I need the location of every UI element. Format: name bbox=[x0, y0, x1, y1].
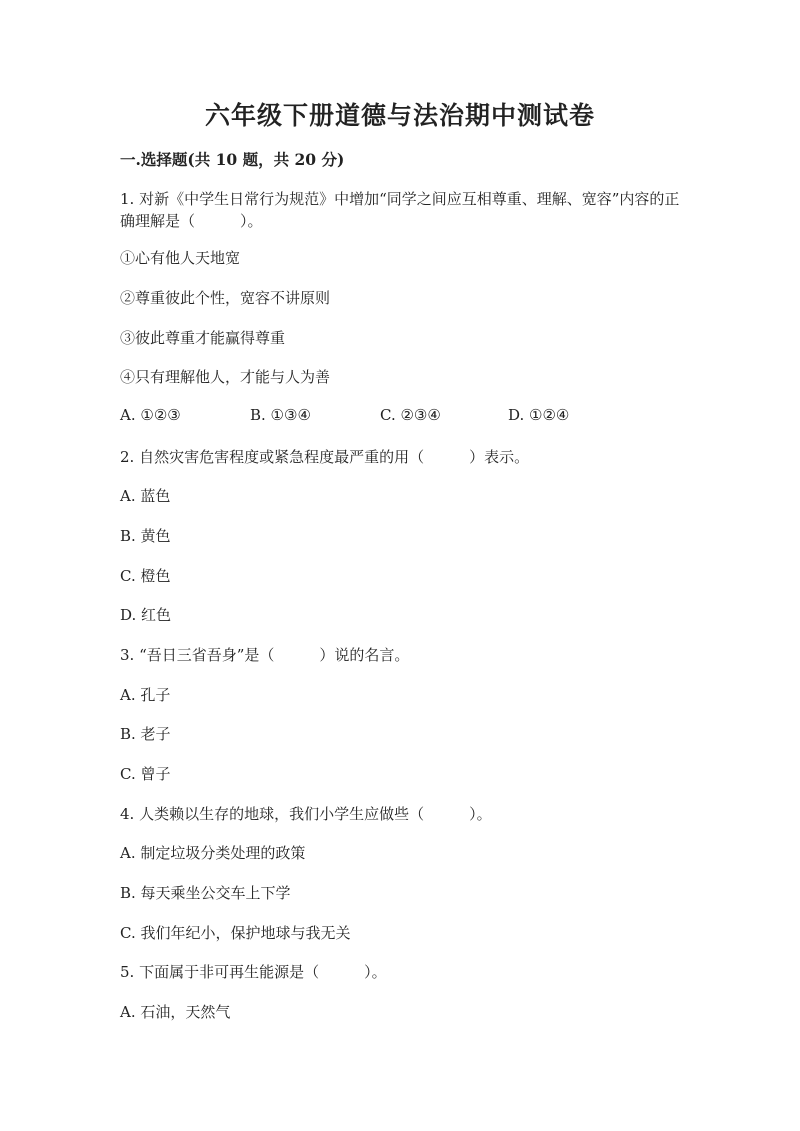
question-2-option-c: C. 橙色 bbox=[120, 567, 171, 585]
section-heading: 一.选择题(共 10 题，共 20 分) bbox=[120, 150, 345, 169]
question-3-option-a: A. 孔子 bbox=[120, 686, 171, 704]
question-1-options bbox=[120, 406, 680, 428]
page-title: 六年级下册道德与法治期中测试卷 bbox=[204, 101, 595, 130]
question-3-option-c: C. 曾子 bbox=[120, 765, 171, 783]
question-5-stem: 5. 下面属于非可再生能源是（ ）。 bbox=[120, 963, 387, 981]
question-4-option-c: C. 我们年纪小，保护地球与我无关 bbox=[120, 924, 351, 942]
question-1-option-d: D. ①②④ bbox=[508, 406, 570, 424]
question-2-option-d: D. 红色 bbox=[120, 606, 172, 624]
question-2-stem: 2. 自然灾害危害程度或紧急程度最严重的用（ ）表示。 bbox=[120, 448, 530, 466]
question-1-option-a: A. ①②③ bbox=[120, 406, 181, 424]
question-4-option-b: B. 每天乘坐公交车上下学 bbox=[120, 884, 291, 902]
question-4-stem: 4. 人类赖以生存的地球，我们小学生应做些（ ）。 bbox=[120, 805, 492, 823]
question-1-statement-3: ③彼此尊重才能赢得尊重 bbox=[120, 329, 286, 347]
question-1-statement-2: ②尊重彼此个性，宽容不讲原则 bbox=[120, 289, 331, 307]
question-5-option-a: A. 石油，天然气 bbox=[120, 1003, 231, 1021]
question-2-option-b: B. 黄色 bbox=[120, 527, 171, 545]
question-3-stem: 3. “吾日三省吾身”是（ ）说的名言。 bbox=[120, 646, 410, 664]
question-3-option-b: B. 老子 bbox=[120, 725, 171, 743]
question-1-stem: 1. 对新《中学生日常行为规范》中增加“同学之间应互相尊重、理解、宽容”内容的正确理解是（ ）。 bbox=[120, 190, 680, 230]
question-2-option-a: A. 蓝色 bbox=[120, 487, 171, 505]
question-1-statement-1: ①心有他人天地宽 bbox=[120, 249, 241, 267]
question-1-option-b: B. ①③④ bbox=[250, 406, 311, 424]
question-1-statement-4: ④只有理解他人，才能与人为善 bbox=[120, 368, 331, 386]
question-4-option-a: A. 制定垃圾分类处理的政策 bbox=[120, 844, 306, 862]
question-1-option-c: C. ②③④ bbox=[380, 406, 441, 424]
